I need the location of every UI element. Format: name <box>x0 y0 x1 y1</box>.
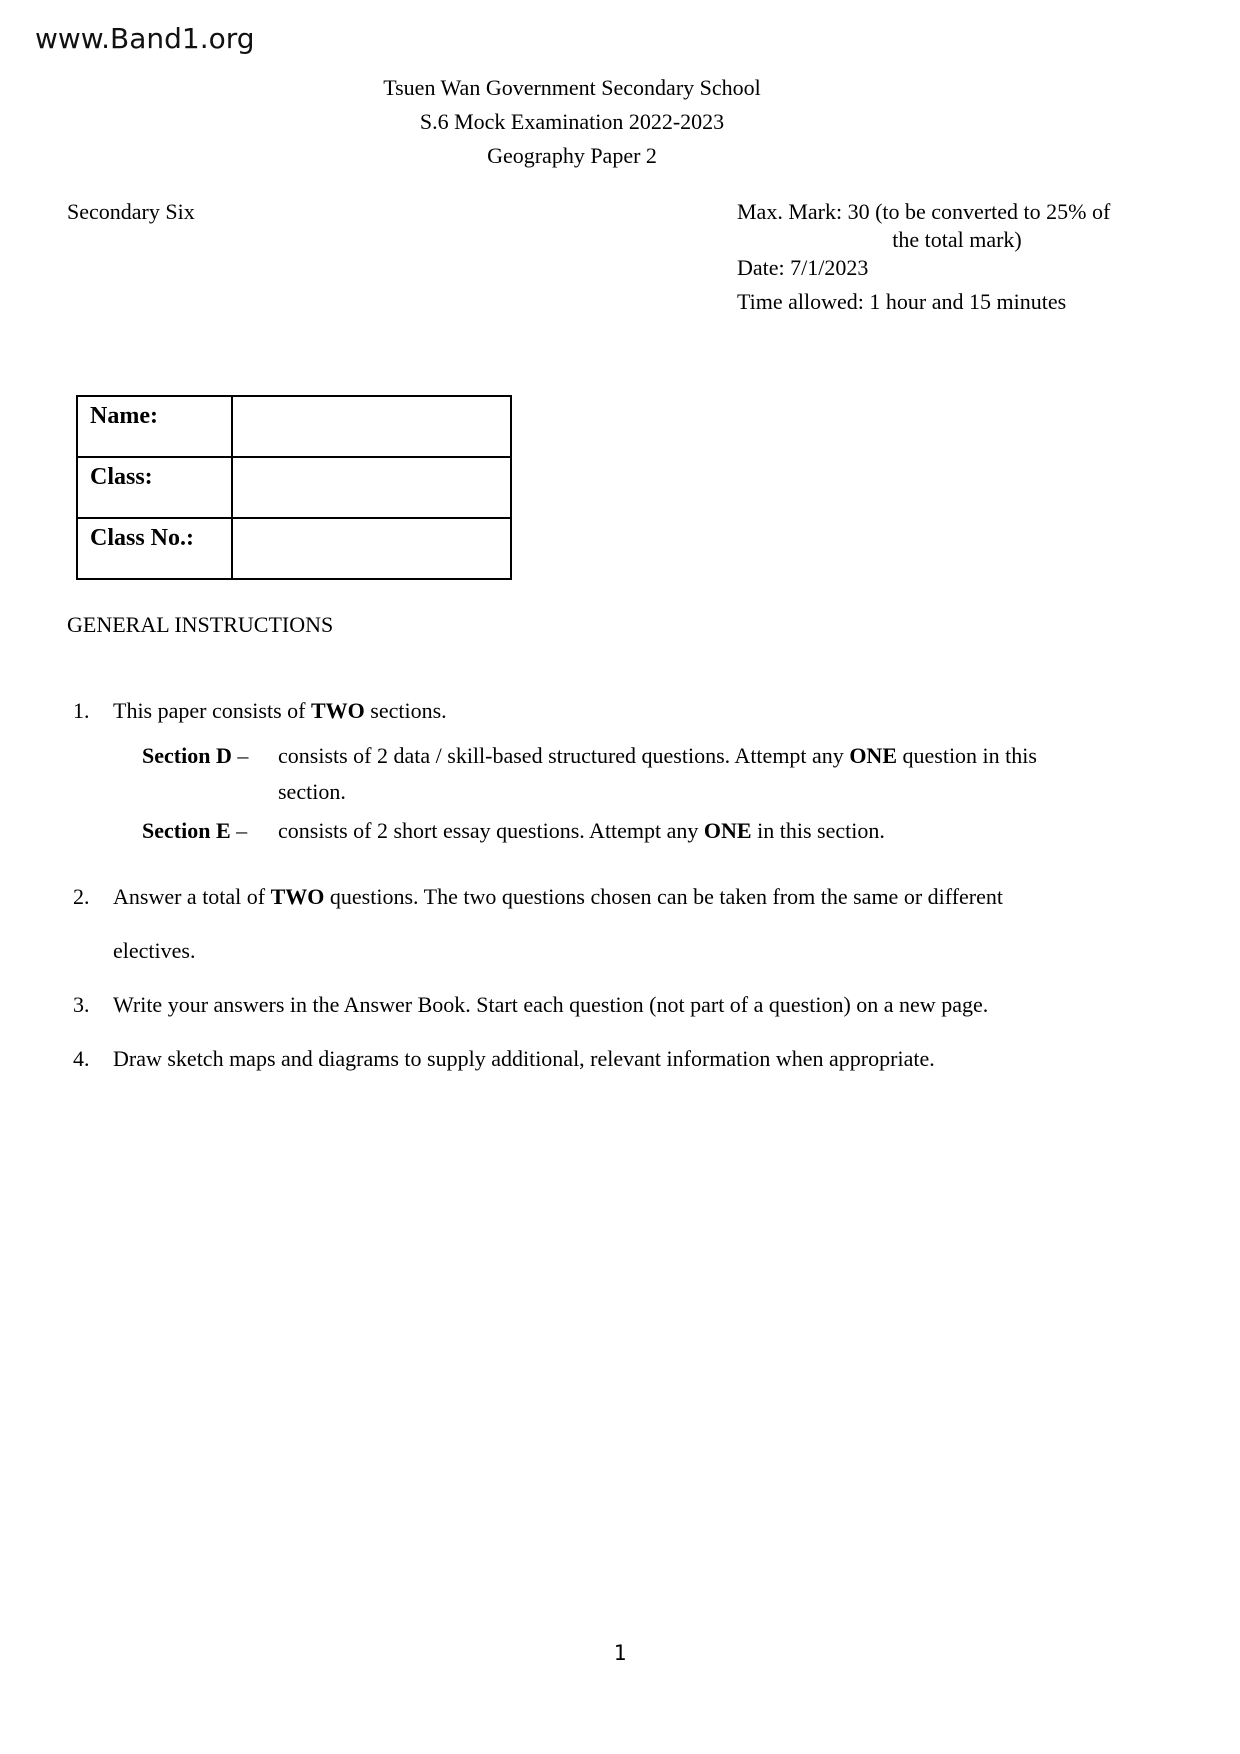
exam-meta-block <box>737 198 1197 316</box>
item3-number: 3. <box>73 992 90 1017</box>
title-block <box>2 71 1142 173</box>
instruction-item-2 <box>73 870 1213 978</box>
time-allowed-line: Time allowed: 1 hour and 15 minutes <box>737 289 1067 314</box>
name-value-cell <box>232 396 511 457</box>
page-number: 1 <box>613 1641 627 1665</box>
max-mark-line1: Max. Mark: 30 (to be converted to 25% of <box>737 199 1111 224</box>
general-instructions-heading: GENERAL INSTRUCTIONS <box>67 612 334 637</box>
paper-title: Geography Paper 2 <box>487 143 657 168</box>
section-d-desc: consists of 2 data / skill-based structured questions. Attempt any ONE question in this section. <box>278 743 1037 804</box>
item1-text: This paper consists of TWO sections. <box>113 698 447 723</box>
section-e-desc: consists of 2 short essay questions. Attempt any ONE in this section. <box>278 818 885 843</box>
instruction-items-2-4 <box>73 870 1213 1086</box>
student-info-table <box>76 395 512 580</box>
section-e-row <box>142 813 1213 849</box>
section-d-term: Section D – <box>142 743 249 768</box>
table-row-class <box>77 457 511 518</box>
date-line: Date: 7/1/2023 <box>737 255 869 280</box>
item2-text: Answer a total of TWO questions. The two questions chosen can be taken from the same or different electives. <box>113 884 1003 963</box>
item2-number: 2. <box>73 884 90 909</box>
class-label: Class: <box>77 457 232 518</box>
section-d-row <box>142 738 1213 810</box>
max-mark-line2: the total mark) <box>892 227 1022 252</box>
item1-row <box>73 694 1213 728</box>
section-e-term: Section E – <box>142 818 248 843</box>
instruction-item-4 <box>73 1032 1213 1086</box>
instruction-item-1 <box>73 694 1213 849</box>
watermark-url: www.Band1.org <box>35 22 255 55</box>
class-level: Secondary Six <box>67 199 195 224</box>
item4-number: 4. <box>73 1046 90 1071</box>
class-no-value-cell <box>232 518 511 579</box>
school-name: Tsuen Wan Government Secondary School <box>383 75 761 100</box>
item1-number: 1. <box>73 698 90 723</box>
item3-text: Write your answers in the Answer Book. Start each question (not part of a question) on a new page. <box>113 992 989 1017</box>
class-no-label: Class No.: <box>77 518 232 579</box>
exam-title: S.6 Mock Examination 2022-2023 <box>419 109 725 134</box>
item4-text: Draw sketch maps and diagrams to supply additional, relevant information when appropriate. <box>113 1046 935 1071</box>
name-label: Name: <box>77 396 232 457</box>
table-row-name <box>77 396 511 457</box>
class-value-cell <box>232 457 511 518</box>
table-row-class-no <box>77 518 511 579</box>
section-definitions <box>142 738 1213 849</box>
instruction-item-3 <box>73 978 1213 1032</box>
